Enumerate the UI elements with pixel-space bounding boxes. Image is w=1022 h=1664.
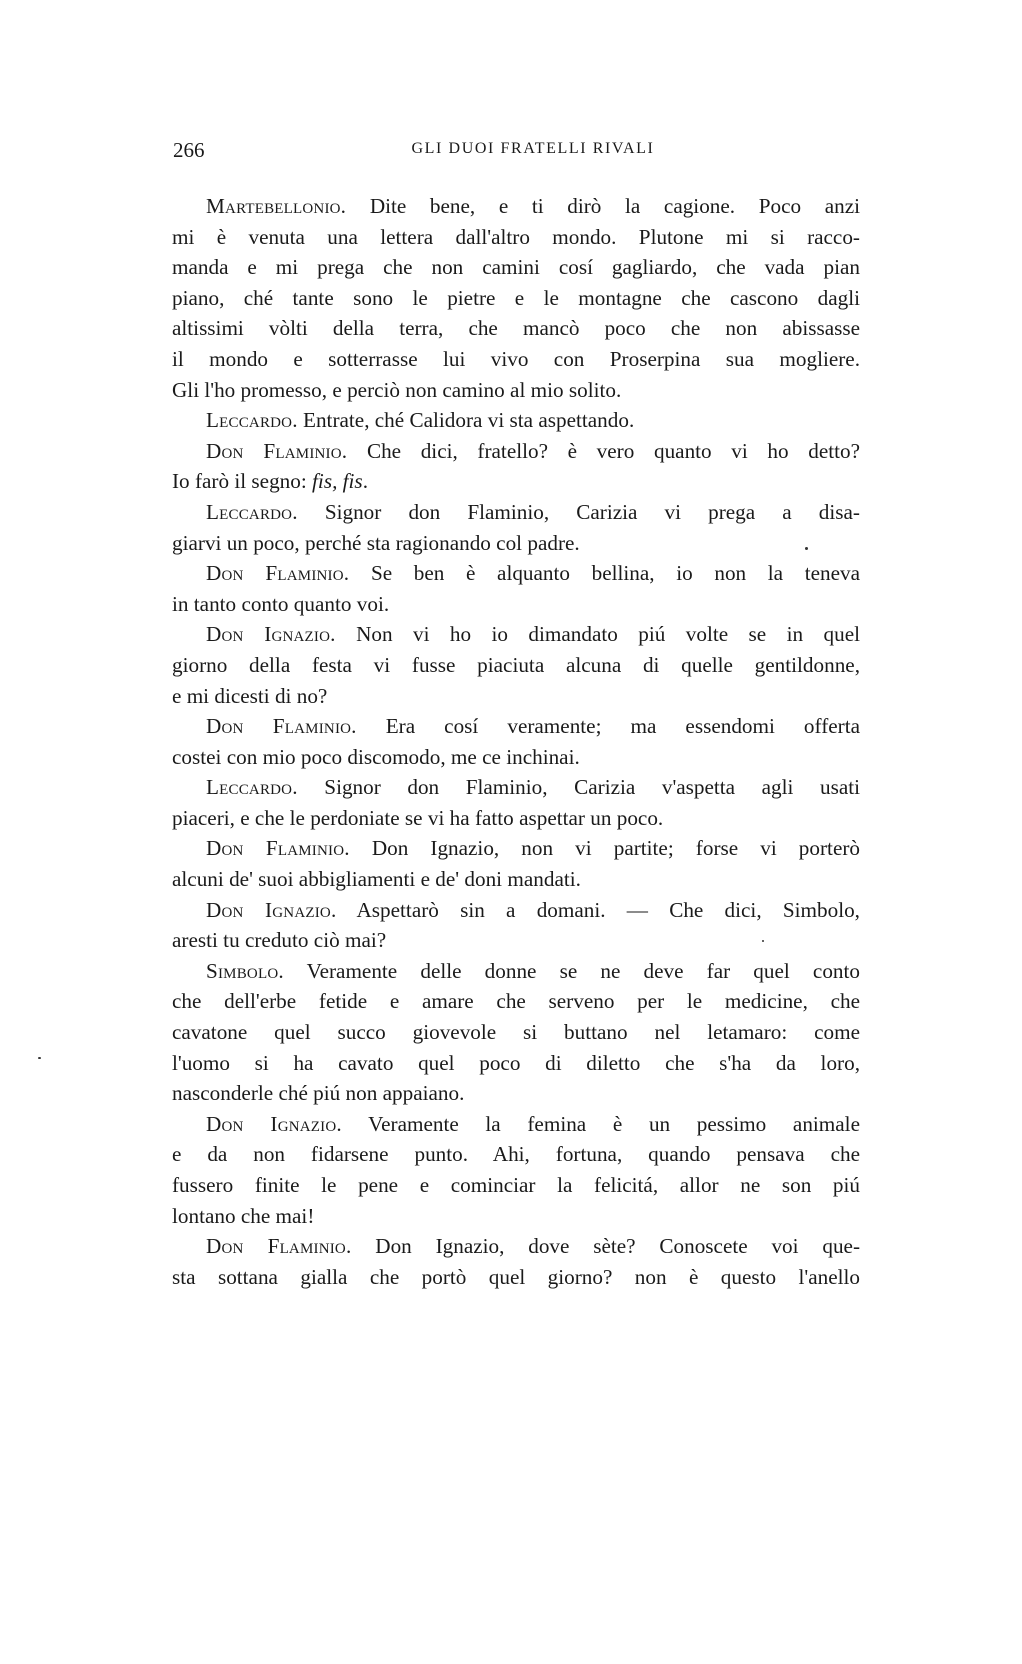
text-line: Dite bene, e ti dirò la cagione. Poco anzi	[369, 194, 860, 218]
text-line: Era cosí veramente; ma essendomi offerta	[385, 714, 860, 739]
dialogue-paragraph	[172, 956, 860, 1109]
text-line: giorno della festa vi fusse piaciuta alcuna di quelle gentildonne,	[172, 652, 860, 677]
speaker-name: Leccardo.	[206, 775, 298, 800]
text-line: piano, ché tante sono le pietre e le montagne che cascono dagli	[172, 285, 860, 310]
text-line: in tanto conto quanto voi.	[172, 591, 390, 616]
print-speck	[762, 940, 764, 942]
speaker-name: Don Flaminio.	[206, 1234, 352, 1259]
dialogue-paragraph	[172, 1109, 860, 1231]
speaker-name: Don Ignazio.	[206, 1111, 342, 1136]
speaker-name: Don Flaminio.	[206, 438, 348, 463]
text-line: l'uomo si ha cavato quel poco di diletto che s'ha da loro,	[172, 1050, 860, 1075]
text-line: giarvi un poco, perché sta ragionando col padre.	[172, 530, 580, 555]
dialogue-paragraph	[172, 619, 860, 711]
text-line: Signor don Flaminio, Carizia v'aspetta agli usati	[324, 775, 861, 800]
text-line: Don Ignazio, dove sète? Conoscete voi que-	[375, 1234, 861, 1259]
text-line: piaceri, e che le perdoniate se vi ha fatto aspettar un poco.	[172, 805, 664, 830]
speaker-name: Don Ignazio.	[206, 897, 337, 922]
dialogue-paragraph	[172, 711, 860, 772]
dialogue-paragraph	[172, 1231, 860, 1292]
speaker-name: Don Flaminio.	[206, 836, 350, 861]
text-line: nasconderle ché piú non appaiano.	[172, 1081, 465, 1106]
dialogue-paragraph	[172, 497, 860, 558]
text-fragment: Io farò il segno:	[172, 469, 313, 494]
text-line: Non vi ho io dimandato piú volte se in quel	[356, 622, 861, 647]
text-line: Signor don Flaminio, Carizia vi prega a disa-	[324, 499, 860, 524]
text-line: Che dici, fratello? è vero quanto vi ho detto?	[366, 438, 861, 463]
text-line: costei con mio poco discomodo, me ce inchinai.	[172, 744, 580, 769]
speaker-name: Don Flaminio.	[206, 561, 350, 586]
text-line	[172, 466, 860, 497]
speaker-name: Don Ignazio.	[206, 622, 336, 647]
text-line: alcuni de' suoi abbigliamenti e de' doni mandati.	[172, 867, 581, 892]
dialogue-paragraph	[172, 833, 860, 894]
running-title: GLI DUOI FRATELLI RIVALI	[411, 140, 655, 157]
text-line: Don Ignazio, non vi partite; forse vi porterò	[371, 836, 860, 861]
text-line: e mi dicesti di no?	[172, 683, 328, 708]
dialogue-paragraph	[172, 405, 860, 436]
text-line: Aspettarò sin a domani. — Che dici, Simbolo,	[356, 897, 860, 922]
italic-text: fis, fis	[312, 469, 363, 494]
page-header	[173, 138, 863, 168]
speaker-name: Don Flaminio.	[206, 714, 357, 739]
text-line: aresti tu creduto ciò mai?	[172, 928, 387, 953]
text-line: cavatone quel succo giovevole si buttano nel letamaro: come	[172, 1020, 860, 1045]
text-line: Se ben è alquanto bellina, io non la teneva	[370, 561, 861, 586]
speaker-name: Leccardo.	[206, 408, 298, 433]
speaker-name: Martebellonio.	[206, 194, 347, 218]
page-number: 266	[173, 138, 205, 162]
text-line: che dell'erbe fetide e amare che serveno per le medicine, che	[172, 989, 860, 1014]
text-line: il mondo e sotterrasse lui vivo con Proserpina sua mogliere.	[172, 346, 860, 371]
dialogue-text	[172, 191, 860, 1292]
text-line: altissimi vòlti della terra, che mancò poco che non abissasse	[172, 316, 860, 341]
text-line: fussero finite le pene e cominciar la felicitá, allor ne son piú	[172, 1173, 860, 1197]
speaker-name: Simbolo.	[206, 958, 284, 983]
text-line: Entrate, ché Calidora vi sta aspettando.	[303, 408, 635, 433]
text-line: manda e mi prega che non camini cosí gagliardo, che vada pian	[172, 255, 860, 280]
text-line: Veramente la femina è un pessimo animale	[368, 1111, 860, 1136]
dialogue-paragraph	[172, 558, 860, 619]
dialogue-paragraph	[172, 895, 860, 956]
print-speck	[38, 1057, 41, 1059]
text-line: e da non fidarsene punto. Ahi, fortuna, quando pensava che	[172, 1142, 860, 1167]
text-line: sta sottana gialla che portò quel giorno? non è questo l'anello	[172, 1264, 860, 1289]
speaker-name: Leccardo.	[206, 499, 298, 524]
dialogue-paragraph	[172, 436, 860, 497]
text-fragment: .	[362, 469, 368, 494]
text-line: lontano che mai!	[172, 1203, 315, 1228]
text-line: mi è venuta una lettera dall'altro mondo. Plutone mi si racco-	[172, 224, 860, 249]
text-line: Veramente delle donne se ne deve far quel conto	[306, 958, 860, 983]
dialogue-paragraph	[172, 772, 860, 833]
text-line: Gli l'ho promesso, e perciò non camino al mio solito.	[172, 377, 622, 402]
dialogue-paragraph	[172, 191, 860, 405]
print-speck	[805, 547, 808, 550]
